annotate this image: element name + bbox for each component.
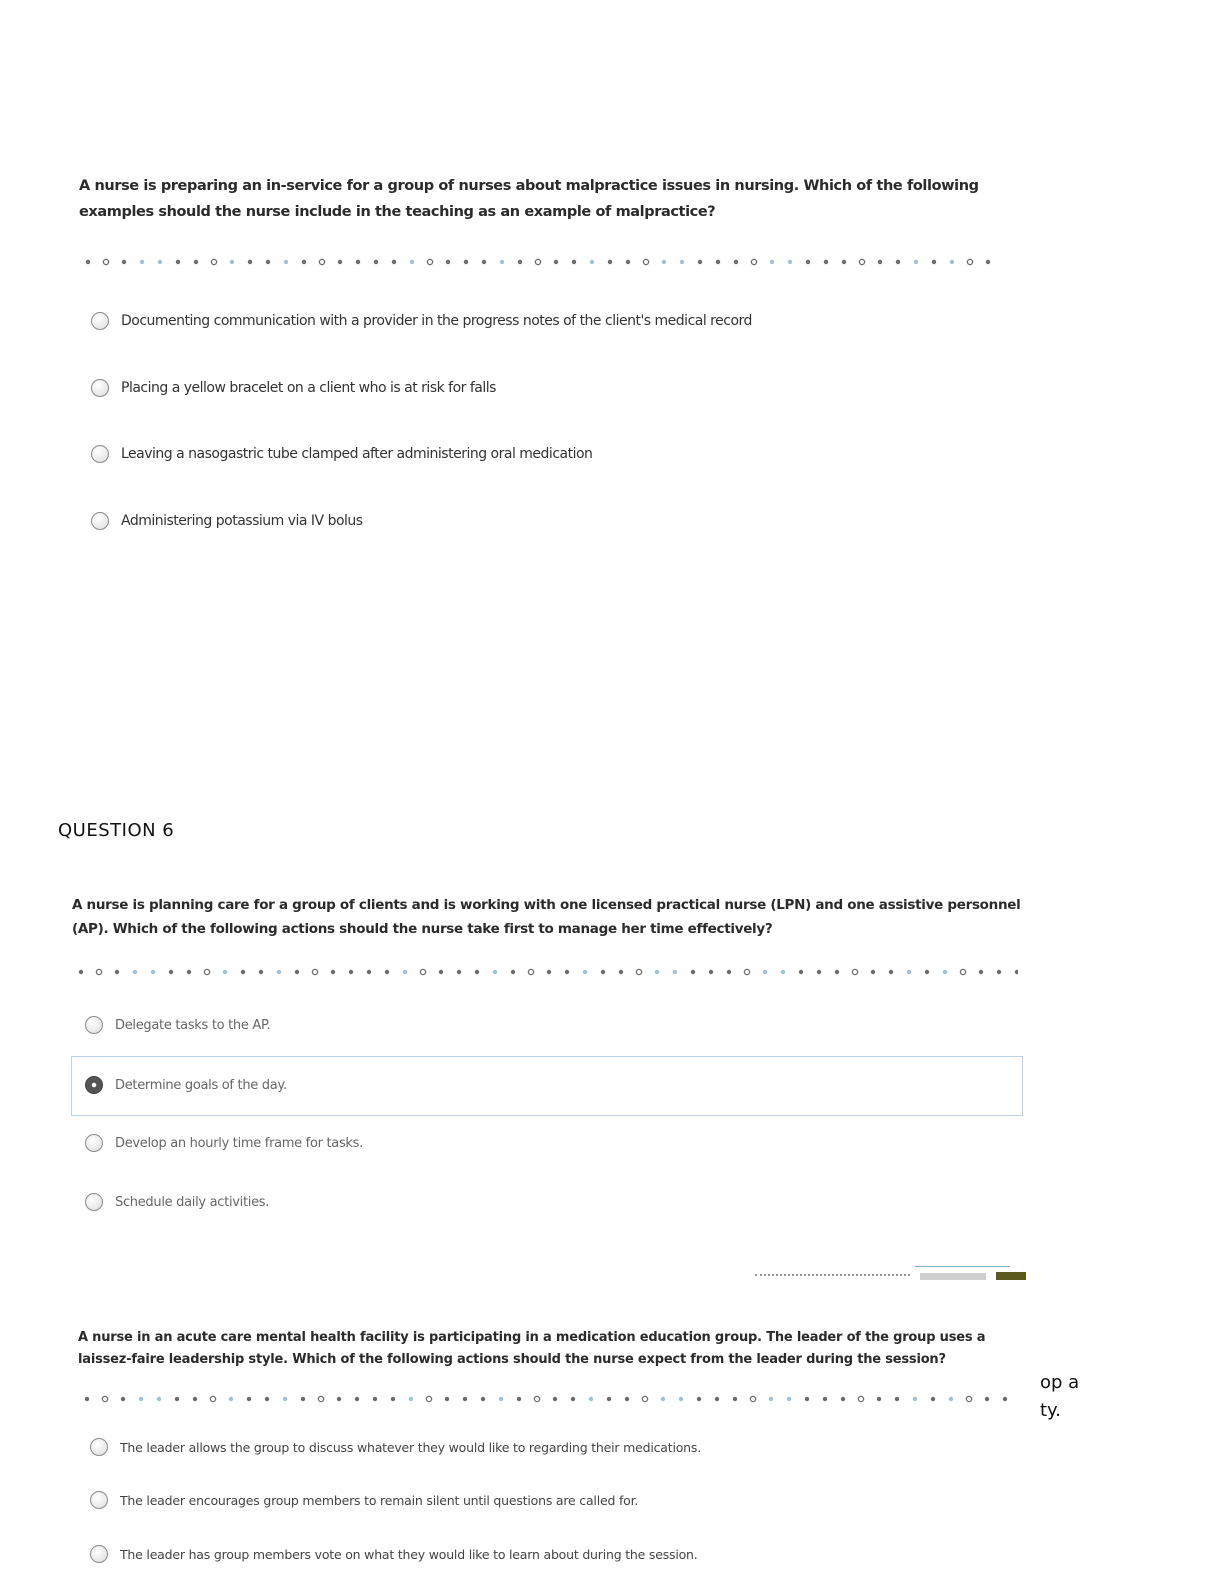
separator-dot xyxy=(590,260,594,264)
separator-dot xyxy=(734,260,738,264)
separator-dot xyxy=(716,260,720,264)
separator-dot xyxy=(409,1397,413,1401)
separator-dot xyxy=(932,260,936,264)
separator-dot xyxy=(420,969,425,974)
separator-dot xyxy=(625,1397,629,1401)
separator-dot xyxy=(241,970,245,974)
separator-dot xyxy=(211,259,216,264)
separator-dot xyxy=(204,969,209,974)
separator-dot xyxy=(547,970,551,974)
option-label: The leader has group members vote on what they would like to learn about during the session. xyxy=(120,1546,698,1562)
radio-button[interactable] xyxy=(85,1193,103,1211)
dotted-separator xyxy=(84,1394,1019,1404)
separator-dot xyxy=(967,259,972,264)
dotted-separator xyxy=(85,257,995,267)
question-6-option-1[interactable] xyxy=(85,1016,270,1034)
separator-dot xyxy=(931,1397,935,1401)
option-label: Develop an hourly time frame for tasks. xyxy=(115,1135,363,1151)
separator-dot xyxy=(187,970,191,974)
option-label: Determine goals of the day. xyxy=(115,1077,287,1093)
question-7-prompt: A nurse in an acute care mental health facility is participating in a medication education group. The leader of the group uses a laissez-faire leadership style. Which of the following actions should the nurse expect from the leader during the session? xyxy=(78,1330,986,1367)
separator-dot xyxy=(169,970,173,974)
separator-dot xyxy=(230,260,234,264)
separator-dot xyxy=(356,260,360,264)
radio-button[interactable] xyxy=(85,1016,103,1034)
separator-dot xyxy=(528,969,533,974)
separator-dot xyxy=(511,970,515,974)
separator-dot xyxy=(673,970,677,974)
separator-dot xyxy=(385,970,389,974)
separator-dot xyxy=(133,970,137,974)
separator-dot xyxy=(727,970,731,974)
separator-dot xyxy=(518,260,522,264)
separator-dot xyxy=(744,969,749,974)
separator-dot xyxy=(355,1397,359,1401)
separator-dot xyxy=(463,1397,467,1401)
separator-dot xyxy=(824,260,828,264)
separator-dot xyxy=(86,260,90,264)
separator-dot xyxy=(318,1396,323,1401)
separator-dot xyxy=(571,1397,575,1401)
question-5-prompt: A nurse is preparing an in-service for a group of nurses about malpractice issues in nursing. Which of the following examples should the nurse include in the teaching as an example of malpractice? xyxy=(79,178,979,220)
separator-dot xyxy=(751,259,756,264)
separator-dot xyxy=(349,970,353,974)
separator-dot xyxy=(823,1397,827,1401)
option-label: Delegate tasks to the AP. xyxy=(115,1017,271,1033)
separator-dot xyxy=(770,260,774,264)
separator-dot xyxy=(788,260,792,264)
option-label: Placing a yellow bracelet on a client who is at risk for falls xyxy=(121,380,496,396)
separator-dot xyxy=(500,260,504,264)
separator-dot xyxy=(103,259,108,264)
separator-dot xyxy=(302,260,306,264)
option-label: Administering potassium via IV bolus xyxy=(121,513,363,529)
separator-dot xyxy=(102,1396,107,1401)
separator-dot xyxy=(907,970,911,974)
question-5-option-2[interactable] xyxy=(91,379,496,397)
separator-dot xyxy=(517,1397,521,1401)
option-label: Schedule daily activities. xyxy=(115,1194,270,1210)
separator-dot xyxy=(997,970,1001,974)
separator-dot xyxy=(391,1397,395,1401)
separator-dot xyxy=(175,1397,179,1401)
separator-dot xyxy=(895,1397,899,1401)
separator-dot xyxy=(122,260,126,264)
separator-dot xyxy=(1015,970,1018,974)
radio-button[interactable] xyxy=(85,1134,103,1152)
separator-dot xyxy=(139,1397,143,1401)
separator-dot xyxy=(338,260,342,264)
separator-dot xyxy=(392,260,396,264)
separator-dot xyxy=(210,1396,215,1401)
separator-dot xyxy=(949,1397,953,1401)
separator-dot xyxy=(709,970,713,974)
radio-button[interactable] xyxy=(90,1438,108,1456)
separator-dot xyxy=(481,1397,485,1401)
separator-dot xyxy=(799,970,803,974)
radio-button[interactable] xyxy=(90,1491,108,1509)
separator-dot xyxy=(446,260,450,264)
separator-dot xyxy=(662,260,666,264)
question-5-option-3[interactable] xyxy=(91,445,592,463)
separator-dot xyxy=(265,1397,269,1401)
separator-dot xyxy=(115,970,119,974)
separator-dot xyxy=(475,970,479,974)
separator-dot xyxy=(842,260,846,264)
separator-dot xyxy=(176,260,180,264)
separator-dot xyxy=(79,970,83,974)
status-text-remnant xyxy=(755,1274,910,1278)
separator-dot xyxy=(295,970,299,974)
separator-dot xyxy=(697,1397,701,1401)
separator-dot xyxy=(277,970,281,974)
radio-button[interactable] xyxy=(90,1545,108,1563)
separator-dot xyxy=(698,260,702,264)
separator-dot xyxy=(787,1397,791,1401)
separator-dot xyxy=(979,970,983,974)
separator-dot xyxy=(283,1397,287,1401)
separator-dot xyxy=(601,970,605,974)
separator-dot xyxy=(661,1397,665,1401)
separator-dot xyxy=(284,260,288,264)
separator-dot xyxy=(554,260,558,264)
separator-dot xyxy=(410,260,414,264)
radio-button[interactable] xyxy=(91,379,109,397)
separator-dot xyxy=(679,1397,683,1401)
separator-dot xyxy=(985,1397,989,1401)
dotted-separator xyxy=(78,967,1018,977)
separator-dot xyxy=(943,970,947,974)
separator-dot xyxy=(960,969,965,974)
radio-button-selected[interactable] xyxy=(85,1076,103,1094)
separator-dot xyxy=(715,1397,719,1401)
separator-dot xyxy=(439,970,443,974)
question-7-option-3[interactable] xyxy=(90,1545,698,1563)
radio-button[interactable] xyxy=(91,512,109,530)
separator-dot xyxy=(312,969,317,974)
separator-dot xyxy=(85,1397,89,1401)
separator-dot xyxy=(750,1396,755,1401)
option-label: The leader encourages group members to remain silent until questions are called for. xyxy=(120,1492,639,1508)
separator-dot xyxy=(841,1397,845,1401)
status-badge xyxy=(996,1272,1026,1280)
separator-dot xyxy=(871,970,875,974)
separator-dot xyxy=(643,259,648,264)
separator-dot xyxy=(464,260,468,264)
status-line xyxy=(915,1266,1010,1267)
separator-dot xyxy=(583,970,587,974)
separator-dot xyxy=(817,970,821,974)
separator-dot xyxy=(445,1397,449,1401)
question-5-option-4[interactable] xyxy=(91,512,363,530)
separator-dot xyxy=(403,970,407,974)
radio-button[interactable] xyxy=(91,312,109,330)
separator-dot xyxy=(642,1396,647,1401)
question-5-option-1[interactable] xyxy=(91,312,752,330)
separator-dot xyxy=(331,970,335,974)
separator-dot xyxy=(608,260,612,264)
status-progress xyxy=(920,1273,986,1280)
question-7-option-1[interactable] xyxy=(90,1438,701,1456)
separator-dot xyxy=(193,1397,197,1401)
separator-dot xyxy=(858,1396,863,1401)
separator-dot xyxy=(247,1397,251,1401)
separator-dot xyxy=(266,260,270,264)
separator-dot xyxy=(337,1397,341,1401)
question-6-option-2[interactable] xyxy=(85,1076,287,1094)
separator-dot xyxy=(680,260,684,264)
cropped-status-bar xyxy=(750,1257,1030,1281)
separator-dot xyxy=(966,1396,971,1401)
separator-dot xyxy=(763,970,767,974)
text-fragment: op a xyxy=(1040,1372,1080,1393)
separator-dot xyxy=(896,260,900,264)
separator-dot xyxy=(565,970,569,974)
separator-dot xyxy=(534,1396,539,1401)
separator-dot xyxy=(319,259,324,264)
separator-dot xyxy=(499,1397,503,1401)
separator-dot xyxy=(493,970,497,974)
separator-dot xyxy=(769,1397,773,1401)
separator-dot xyxy=(367,970,371,974)
separator-dot xyxy=(158,260,162,264)
separator-dot xyxy=(157,1397,161,1401)
option-label: Leaving a nasogastric tube clamped after administering oral medication xyxy=(121,446,593,462)
question-heading: QUESTION 6 xyxy=(58,820,175,841)
separator-dot xyxy=(878,260,882,264)
separator-dot xyxy=(626,260,630,264)
separator-dot xyxy=(535,259,540,264)
separator-dot xyxy=(733,1397,737,1401)
separator-dot xyxy=(553,1397,557,1401)
separator-dot xyxy=(426,1396,431,1401)
separator-dot xyxy=(691,970,695,974)
question-6-option-4[interactable] xyxy=(85,1193,269,1211)
separator-dot xyxy=(781,970,785,974)
text-fragment: ty. xyxy=(1040,1400,1061,1421)
separator-dot xyxy=(248,260,252,264)
separator-dot xyxy=(607,1397,611,1401)
separator-dot xyxy=(121,1397,125,1401)
separator-dot xyxy=(96,969,101,974)
separator-dot xyxy=(805,1397,809,1401)
question-6-prompt: A nurse is planning care for a group of clients and is working with one licensed practical nurse (LPN) and one assistive personnel (AP). Which of the following actions should the nurse take first to manage her time effectively? xyxy=(72,897,1021,937)
separator-dot xyxy=(877,1397,881,1401)
separator-dot xyxy=(1003,1397,1007,1401)
separator-dot xyxy=(374,260,378,264)
separator-dot xyxy=(589,1397,593,1401)
question-6-option-3[interactable] xyxy=(85,1134,363,1152)
question-7-option-2[interactable] xyxy=(90,1491,638,1509)
separator-dot xyxy=(986,260,990,264)
separator-dot xyxy=(482,260,486,264)
separator-dot xyxy=(223,970,227,974)
option-label: Documenting communication with a provider in the progress notes of the client's medical record xyxy=(121,313,752,329)
separator-dot xyxy=(194,260,198,264)
separator-dot xyxy=(572,260,576,264)
separator-dot xyxy=(913,1397,917,1401)
separator-dot xyxy=(259,970,263,974)
separator-dot xyxy=(859,259,864,264)
separator-dot xyxy=(914,260,918,264)
separator-dot xyxy=(925,970,929,974)
separator-dot xyxy=(151,970,155,974)
separator-dot xyxy=(229,1397,233,1401)
separator-dot xyxy=(301,1397,305,1401)
separator-dot xyxy=(427,259,432,264)
separator-dot xyxy=(950,260,954,264)
separator-dot xyxy=(457,970,461,974)
separator-dot xyxy=(806,260,810,264)
separator-dot xyxy=(636,969,641,974)
separator-dot xyxy=(889,970,893,974)
separator-dot xyxy=(835,970,839,974)
separator-dot xyxy=(140,260,144,264)
separator-dot xyxy=(655,970,659,974)
radio-button[interactable] xyxy=(91,445,109,463)
option-label: The leader allows the group to discuss whatever they would like to regarding their medications. xyxy=(120,1439,701,1455)
separator-dot xyxy=(373,1397,377,1401)
separator-dot xyxy=(619,970,623,974)
separator-dot xyxy=(852,969,857,974)
